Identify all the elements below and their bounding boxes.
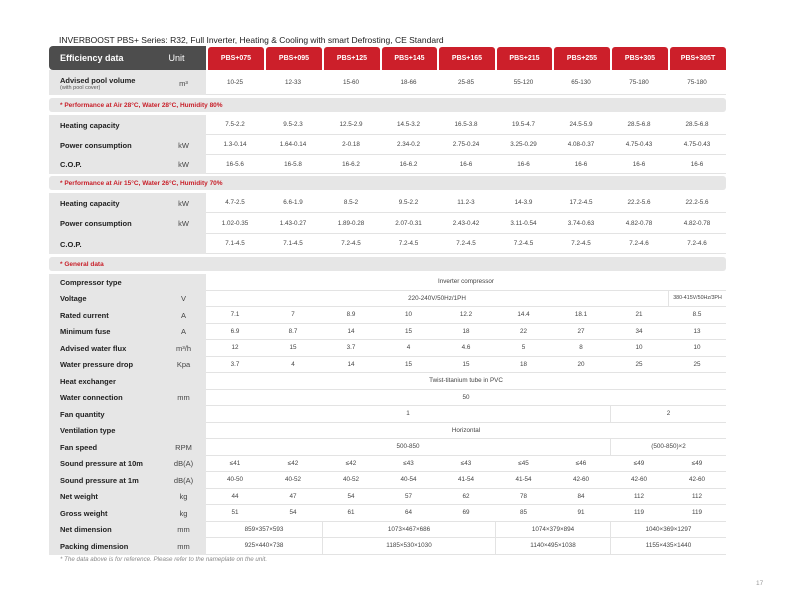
cell: 2-0.18: [322, 135, 380, 155]
row-unit: mm: [161, 522, 206, 539]
model-col: [610, 46, 668, 70]
cell: 61: [322, 505, 380, 522]
row-unit: kW: [161, 193, 206, 213]
row-label: Fan quantity: [49, 406, 161, 423]
cell: 4: [264, 357, 322, 374]
cell: 7.2-4.5: [437, 234, 495, 254]
table-row: [49, 70, 726, 95]
cell: 16.5-3.8: [437, 115, 495, 135]
row-label: Net dimension: [49, 522, 161, 539]
table-row: [49, 390, 726, 407]
cell: 85: [495, 505, 552, 522]
table-row: [49, 373, 726, 390]
cell: 16-5.6: [206, 155, 264, 174]
table-row: [49, 213, 726, 234]
row-unit: mm: [161, 390, 206, 407]
cell: 3.74-0.63: [552, 213, 610, 234]
model-col: [380, 46, 437, 70]
table-row: [49, 155, 726, 174]
cell: 1.3-0.14: [206, 135, 264, 155]
table-row: [49, 274, 726, 291]
cell: 4.6: [437, 340, 495, 357]
cell: 119: [668, 505, 726, 522]
table-row: [49, 439, 726, 456]
cell: 500-850: [206, 439, 610, 456]
cell: 91: [552, 505, 610, 522]
table-row: [49, 456, 726, 473]
model-col: [437, 46, 495, 70]
cell: 12.2: [437, 307, 495, 324]
cell: 14-3.9: [495, 193, 552, 213]
table-row: [49, 307, 726, 324]
cell: 47: [264, 489, 322, 506]
cell: 2.75-0.24: [437, 135, 495, 155]
header-unit: Unit: [161, 46, 206, 70]
model-name: PBS+145: [382, 47, 437, 70]
cell: 41-54: [437, 472, 495, 489]
cell: 25-85: [437, 70, 495, 95]
cell: 5: [495, 340, 552, 357]
row-label: Ventilation type: [49, 423, 161, 440]
cell: 4: [380, 340, 437, 357]
model-col: [552, 46, 610, 70]
row-unit: A: [161, 324, 206, 341]
cell: 7.2-4.5: [495, 234, 552, 254]
cell: 1155×435×1440: [610, 538, 726, 555]
section-title: * Performance at Air 28°C, Water 28°C, Humidity 80%: [49, 98, 726, 112]
cell: 2.07-0.31: [380, 213, 437, 234]
section-header: [49, 257, 726, 271]
section-title: * Performance at Air 15°C, Water 26°C, Humidity 70%: [49, 176, 726, 190]
row-unit: m³/h: [161, 340, 206, 357]
row-unit: dB(A): [161, 472, 206, 489]
table-row: [49, 340, 726, 357]
cell: 8.9: [322, 307, 380, 324]
row-label: Heating capacity: [49, 193, 161, 213]
cell: 17.2-4.5: [552, 193, 610, 213]
row-label-text: Advised pool volume: [60, 75, 136, 85]
cell: 19.5-4.7: [495, 115, 552, 135]
cell: 7.5-2.2: [206, 115, 264, 135]
cell: 25: [668, 357, 726, 374]
cell: 14: [322, 357, 380, 374]
model-name: PBS+215: [497, 47, 552, 70]
cell: 75-180: [668, 70, 726, 95]
cell: 15: [264, 340, 322, 357]
cell: 10: [610, 340, 668, 357]
model-name: PBS+305: [612, 47, 668, 70]
cell: ≤46: [552, 456, 610, 473]
cell: 8.7: [264, 324, 322, 341]
cell: 4.7-2.5: [206, 193, 264, 213]
cell: 54: [322, 489, 380, 506]
cell: 7: [264, 307, 322, 324]
cell: 18-66: [380, 70, 437, 95]
section-title: * General data: [49, 257, 726, 271]
cell: 22.2-5.6: [668, 193, 726, 213]
section-header: [49, 98, 726, 112]
cell: 18: [495, 357, 552, 374]
cell: 2.34-0.2: [380, 135, 437, 155]
cell: 27: [552, 324, 610, 341]
row-unit: dB(A): [161, 456, 206, 473]
cell: 20: [552, 357, 610, 374]
cell: 18.1: [552, 307, 610, 324]
row-unit: kW: [161, 213, 206, 234]
cell: 13: [668, 324, 726, 341]
model-col: [495, 46, 552, 70]
row-unit: [161, 373, 206, 390]
cell: 40-54: [380, 472, 437, 489]
cell: 12: [206, 340, 264, 357]
cell: 3.25-0.29: [495, 135, 552, 155]
cell: 57: [380, 489, 437, 506]
cell: 12.5-2.9: [322, 115, 380, 135]
table-row: [49, 538, 726, 555]
cell: 21: [610, 307, 668, 324]
cell: 9.5-2.3: [264, 115, 322, 135]
cell: 1074×379×894: [495, 522, 610, 539]
cell: 8.5: [668, 307, 726, 324]
row-label: Rated current: [49, 307, 161, 324]
cell: 7.2-4.6: [668, 234, 726, 254]
cell: 1073×467×686: [322, 522, 495, 539]
table-row: [49, 505, 726, 522]
page-title: INVERBOOST PBS+ Series: R32, Full Inverter, Heating & Cooling with smart Defrosting, CE Standard: [59, 35, 444, 45]
model-name: PBS+095: [266, 47, 322, 70]
cell: 16-6: [437, 155, 495, 174]
cell: 16-5.8: [264, 155, 322, 174]
model-col: [264, 46, 322, 70]
row-label: [49, 70, 161, 95]
row-label: Power consumption: [49, 135, 161, 155]
model-name: PBS+125: [324, 47, 380, 70]
cell: 4.08-0.37: [552, 135, 610, 155]
row-label: Water pressure drop: [49, 357, 161, 374]
cell: 16-6.2: [380, 155, 437, 174]
cell: 7.2-4.5: [552, 234, 610, 254]
cell: 7.1: [206, 307, 264, 324]
cell: 10-25: [206, 70, 264, 95]
cell: 15-60: [322, 70, 380, 95]
cell: (500-850)×2: [610, 439, 726, 456]
cell: 4.75-0.43: [668, 135, 726, 155]
cell: 1040×369×1297: [610, 522, 726, 539]
cell: 6.6-1.9: [264, 193, 322, 213]
row-sublabel: (with pool cover): [60, 84, 101, 91]
cell: ≤42: [322, 456, 380, 473]
table-row: [49, 489, 726, 506]
model-name: PBS+165: [439, 47, 495, 70]
table-row: [49, 234, 726, 254]
row-unit: kW: [161, 135, 206, 155]
cell: 4.82-0.78: [668, 213, 726, 234]
cell: 55-120: [495, 70, 552, 95]
row-label: C.O.P.: [49, 155, 161, 174]
table-row: [49, 522, 726, 539]
model-col: [322, 46, 380, 70]
cell: 925×440×738: [206, 538, 322, 555]
spec-table: [49, 46, 726, 555]
cell: 75-180: [610, 70, 668, 95]
cell: 34: [610, 324, 668, 341]
cell: 8: [552, 340, 610, 357]
cell: 51: [206, 505, 264, 522]
row-unit: Kpa: [161, 357, 206, 374]
section-header: [49, 176, 726, 190]
cell: 40-50: [206, 472, 264, 489]
cell: 7.2-4.5: [322, 234, 380, 254]
cell: 62: [437, 489, 495, 506]
cell: 7.2-4.6: [610, 234, 668, 254]
cell: 2.43-0.42: [437, 213, 495, 234]
cell: 9.5-2.2: [380, 193, 437, 213]
cell: 6.9: [206, 324, 264, 341]
cell: 14: [322, 324, 380, 341]
cell: 28.5-6.8: [668, 115, 726, 135]
table-row: [49, 406, 726, 423]
row-label: Heating capacity: [49, 115, 161, 135]
row-unit: RPM: [161, 439, 206, 456]
cell: 3.7: [322, 340, 380, 357]
table-row: [49, 193, 726, 213]
row-unit: [161, 115, 206, 135]
cell: 22: [495, 324, 552, 341]
cell: 16-6: [668, 155, 726, 174]
row-unit: kW: [161, 155, 206, 174]
cell: 40-52: [264, 472, 322, 489]
cell: ≤42: [264, 456, 322, 473]
table-row: [49, 115, 726, 135]
cell: Horizontal: [206, 423, 726, 440]
row-label: Water connection: [49, 390, 161, 407]
row-label: Minimum fuse: [49, 324, 161, 341]
cell: 64: [380, 505, 437, 522]
row-unit: kg: [161, 505, 206, 522]
cell: 2: [610, 406, 726, 423]
cell: 10: [668, 340, 726, 357]
row-label: Net weight: [49, 489, 161, 506]
cell: 25: [610, 357, 668, 374]
cell: 15: [380, 357, 437, 374]
row-unit: kg: [161, 489, 206, 506]
cell: 1.64-0.14: [264, 135, 322, 155]
cell: 1.43-0.27: [264, 213, 322, 234]
cell: 14.4: [495, 307, 552, 324]
cell: ≤41: [206, 456, 264, 473]
cell: 220-240V/50Hz/1PH: [206, 291, 668, 308]
cell: 28.5-6.8: [610, 115, 668, 135]
row-label: Power consumption: [49, 213, 161, 234]
cell: ≤43: [380, 456, 437, 473]
cell: 15: [437, 357, 495, 374]
page-number: 17: [756, 580, 764, 587]
cell: 1.89-0.28: [322, 213, 380, 234]
row-unit: A: [161, 307, 206, 324]
table-row: [49, 357, 726, 374]
cell: 7.2-4.5: [380, 234, 437, 254]
table-row: [49, 291, 726, 308]
cell: Inverter compressor: [206, 274, 726, 291]
cell: 15: [380, 324, 437, 341]
cell: 69: [437, 505, 495, 522]
cell: 1: [206, 406, 610, 423]
cell: 8.5-2: [322, 193, 380, 213]
row-unit: [161, 406, 206, 423]
cell: 7.1-4.5: [264, 234, 322, 254]
table-row: [49, 135, 726, 155]
row-label: Packing dimension: [49, 538, 161, 555]
cell: 10: [380, 307, 437, 324]
cell: 119: [610, 505, 668, 522]
row-unit: [161, 274, 206, 291]
model-col: [206, 46, 264, 70]
cell: 44: [206, 489, 264, 506]
row-label: Sound pressure at 1m: [49, 472, 161, 489]
header-label: Efficiency data: [49, 46, 161, 70]
cell: 18: [437, 324, 495, 341]
cell: 24.5-5.9: [552, 115, 610, 135]
header-row: [49, 46, 726, 70]
cell: 16-6: [495, 155, 552, 174]
cell: ≤49: [610, 456, 668, 473]
cell: 16-6: [552, 155, 610, 174]
row-label: Advised water flux: [49, 340, 161, 357]
model-name: PBS+075: [208, 47, 264, 70]
cell: 84: [552, 489, 610, 506]
row-label: Sound pressure at 10m: [49, 456, 161, 473]
cell: Twist-titanium tube in PVC: [206, 373, 726, 390]
cell: 16-6: [610, 155, 668, 174]
cell: 41-54: [495, 472, 552, 489]
cell: 12-33: [264, 70, 322, 95]
cell: 3.7: [206, 357, 264, 374]
table-row: [49, 472, 726, 489]
row-label: C.O.P.: [49, 234, 161, 254]
cell: 22.2-5.6: [610, 193, 668, 213]
cell: 40-52: [322, 472, 380, 489]
cell: 4.82-0.78: [610, 213, 668, 234]
cell: ≤45: [495, 456, 552, 473]
row-unit: [161, 234, 206, 254]
cell: 42-60: [668, 472, 726, 489]
row-label: Gross weight: [49, 505, 161, 522]
cell: 112: [610, 489, 668, 506]
cell: 50: [206, 390, 726, 407]
cell: 42-60: [552, 472, 610, 489]
cell: 1140×495×1038: [495, 538, 610, 555]
cell: 380-415V/50Hz/3PH: [668, 291, 726, 308]
cell: 16-6.2: [322, 155, 380, 174]
cell: 7.1-4.5: [206, 234, 264, 254]
row-unit: m³: [161, 70, 206, 95]
cell: 859×357×593: [206, 522, 322, 539]
row-unit: V: [161, 291, 206, 308]
cell: ≤49: [668, 456, 726, 473]
row-unit: mm: [161, 538, 206, 555]
cell: 54: [264, 505, 322, 522]
cell: 42-60: [610, 472, 668, 489]
row-label: Voltage: [49, 291, 161, 308]
model-name: PBS+255: [554, 47, 610, 70]
row-label: Heat exchanger: [49, 373, 161, 390]
footnote: * The data above is for reference. Please refer to the nameplate on the unit.: [60, 556, 268, 563]
cell: 3.11-0.54: [495, 213, 552, 234]
model-col: [668, 46, 726, 70]
cell: 112: [668, 489, 726, 506]
cell: 14.5-3.2: [380, 115, 437, 135]
row-unit: [161, 423, 206, 440]
cell: 1.02-0.35: [206, 213, 264, 234]
cell: 65-130: [552, 70, 610, 95]
cell: 11.2-3: [437, 193, 495, 213]
table-row: [49, 324, 726, 341]
cell: 4.75-0.43: [610, 135, 668, 155]
table-row: [49, 423, 726, 440]
cell: 78: [495, 489, 552, 506]
row-label: Compressor type: [49, 274, 161, 291]
model-name: PBS+305T: [670, 47, 726, 70]
row-label: Fan speed: [49, 439, 161, 456]
cell: ≤43: [437, 456, 495, 473]
cell: 1185×530×1030: [322, 538, 495, 555]
